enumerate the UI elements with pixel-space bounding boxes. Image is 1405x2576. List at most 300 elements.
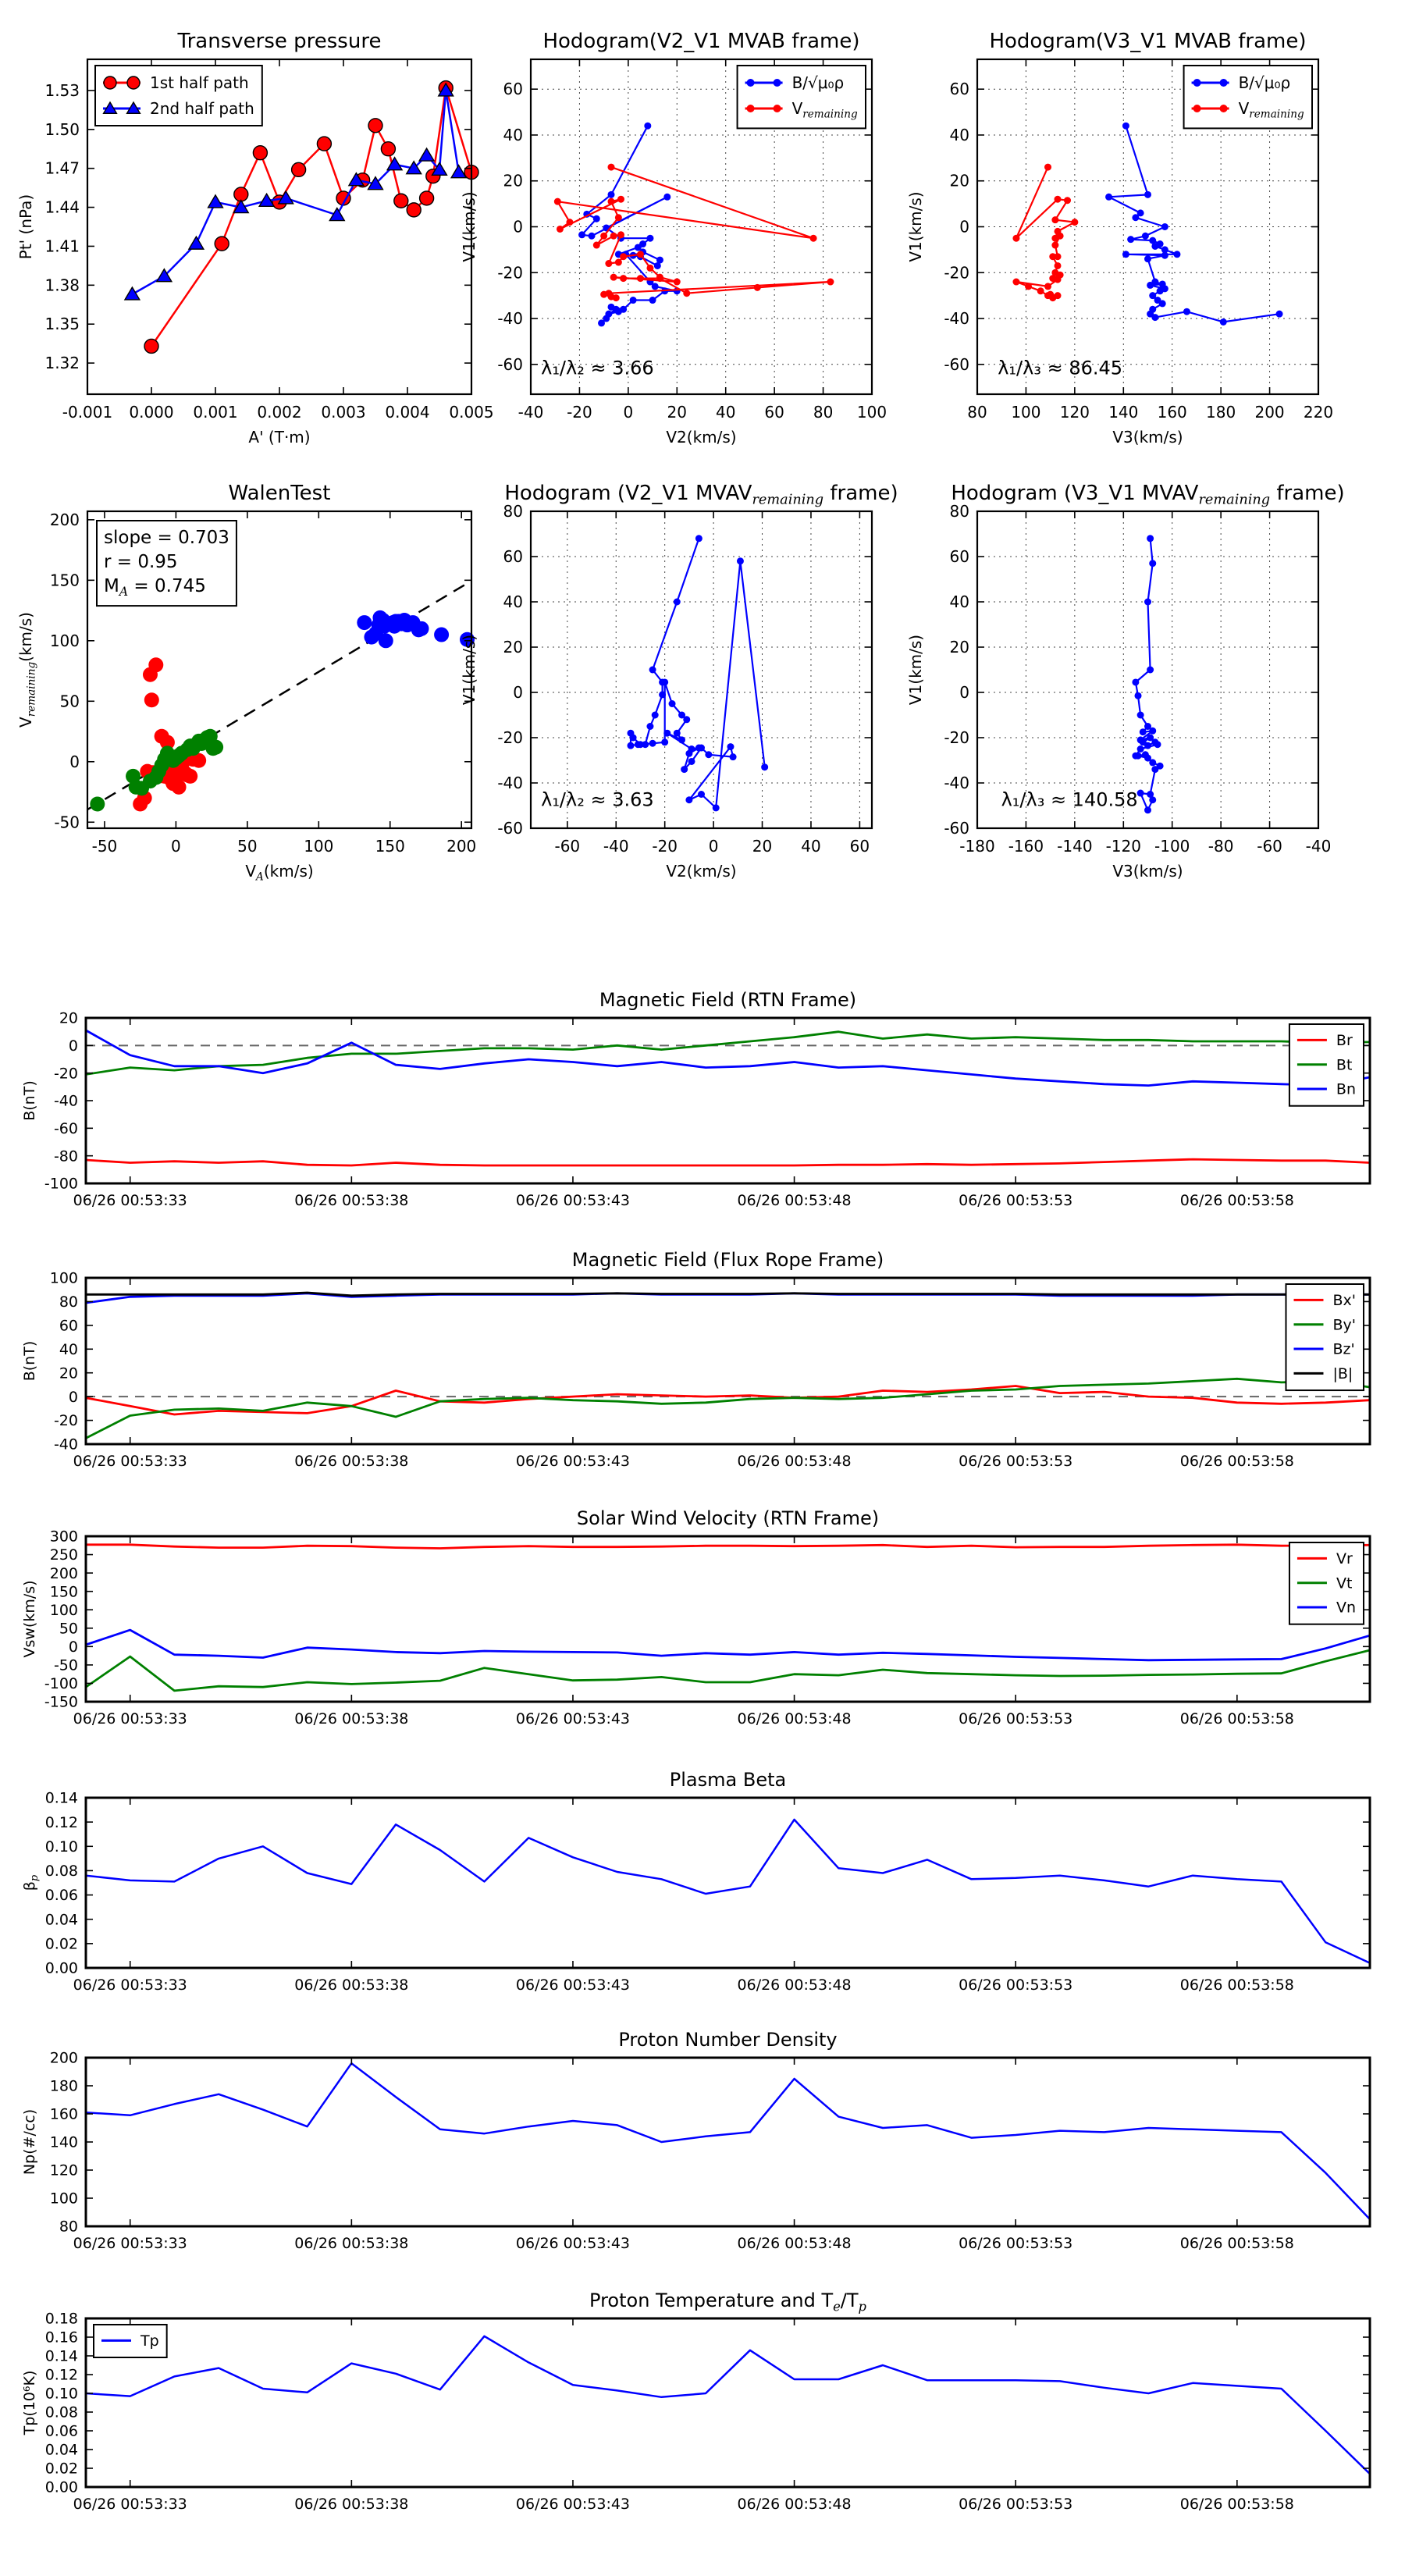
x-tick-label: 20 (752, 837, 773, 856)
legend-label: B/√μ₀ρ (1238, 73, 1291, 92)
data-point-dot (1220, 318, 1227, 326)
x-tick-label: 06/26 00:53:48 (737, 1976, 852, 1994)
y-tick-label: 0.00 (44, 2478, 78, 2496)
x-tick-label: 06/26 00:53:33 (73, 2235, 187, 2252)
data-point-dot (1122, 251, 1129, 258)
data-point-dot (652, 283, 659, 290)
x-axis-label: V2(km/s) (666, 428, 737, 447)
x-tick-label: 100 (856, 403, 887, 422)
y-tick-label: 60 (949, 547, 969, 566)
legend-label: Bn (1336, 1080, 1356, 1098)
data-point-dot (1151, 243, 1158, 250)
panel-title: Transverse pressure (177, 30, 382, 53)
legend-label: Bx' (1332, 1292, 1356, 1309)
data-point-dot (608, 191, 615, 198)
data-point-dot (615, 259, 622, 266)
x-tick-label: 160 (1157, 403, 1187, 422)
x-tick-label: 06/26 00:53:38 (294, 1453, 409, 1470)
data-point-dot (620, 275, 627, 282)
panel-bfield-flux-rope (21, 1249, 1370, 1470)
y-axis-label: Np(#/cc) (21, 2108, 38, 2176)
y-axis-label: V1(km/s) (906, 634, 925, 706)
data-point-dot (649, 667, 656, 674)
x-tick-label: 06/26 00:53:58 (1179, 1453, 1294, 1470)
data-point-circle (253, 146, 267, 160)
data-point-dot (637, 741, 644, 748)
data-point-dot (1140, 728, 1147, 735)
data-point-dot (1012, 235, 1019, 242)
panel-title: Magnetic Field (Flux Rope Frame) (571, 1249, 884, 1271)
x-tick-label: 06/26 00:53:48 (737, 1192, 852, 1209)
plot-background (86, 1536, 1370, 1702)
data-point-dot (1055, 196, 1062, 203)
data-point-dot (183, 769, 197, 784)
legend-label: 1st half path (150, 73, 249, 92)
legend (1184, 66, 1312, 128)
legend-label: Vt (1336, 1574, 1353, 1592)
data-point-dot (608, 164, 615, 171)
data-point-dot (646, 265, 653, 272)
x-axis-label: A' (T·m) (248, 428, 311, 447)
data-point-dot (1047, 291, 1054, 298)
x-tick-label: 40 (801, 837, 821, 856)
data-point-dot (685, 750, 692, 757)
panel-title: Magnetic Field (RTN Frame) (599, 989, 857, 1011)
y-tick-label: 0.08 (44, 2403, 78, 2421)
data-point-dot (617, 196, 624, 203)
y-tick-label: 100 (49, 1269, 78, 1287)
x-tick-label: 06/26 00:53:38 (294, 2496, 409, 2513)
y-tick-label: 0.00 (44, 1959, 78, 1977)
data-point-dot (774, 105, 781, 112)
data-point-dot (1049, 253, 1056, 260)
data-point-dot (674, 279, 681, 286)
legend-label: |B| (1332, 1365, 1353, 1383)
x-tick-label: 60 (764, 403, 784, 422)
panel-plasma-beta (21, 1769, 1370, 1994)
data-point-dot (1044, 283, 1051, 290)
x-tick-label: 150 (375, 837, 405, 856)
panel-title: Hodogram (V3_V1 $MVAV_{remaining}$ frame) (951, 482, 1345, 508)
data-point-dot (1147, 282, 1154, 289)
data-point-dot (1157, 287, 1164, 294)
data-point-dot (669, 700, 676, 707)
x-tick-label: 06/26 00:53:43 (515, 1192, 631, 1209)
data-point-dot (414, 621, 429, 636)
x-tick-label: 06/26 00:53:38 (294, 1976, 409, 1994)
data-point-dot (1147, 667, 1154, 674)
x-tick-label: 06/26 00:53:38 (294, 2235, 409, 2252)
x-tick-label: -60 (554, 837, 581, 856)
panel-proton-temperature (21, 2290, 1370, 2513)
x-tick-label: 06/26 00:53:43 (515, 1976, 631, 1994)
y-tick-label: 20 (59, 1009, 78, 1027)
data-point-dot (1151, 314, 1158, 321)
data-point-dot (1159, 300, 1166, 307)
data-point-dot (1183, 308, 1190, 315)
x-tick-label: 06/26 00:53:48 (737, 2235, 852, 2252)
x-tick-label: 06/26 00:53:33 (73, 1192, 187, 1209)
data-point-dot (1012, 279, 1019, 286)
x-tick-label: -140 (1057, 837, 1093, 856)
data-point-dot (1137, 745, 1144, 753)
x-tick-label: 06/26 00:53:33 (73, 1453, 187, 1470)
x-tick-label: 100 (1011, 403, 1041, 422)
x-tick-label: -80 (1208, 837, 1234, 856)
y-tick-label: 0.04 (44, 2441, 78, 2459)
x-tick-label: 06/26 00:53:48 (737, 1453, 852, 1470)
y-tick-label: -60 (53, 1119, 78, 1137)
data-point-circle (215, 237, 229, 251)
x-tick-label: 06/26 00:53:48 (737, 1710, 852, 1727)
x-tick-label: 06/26 00:53:43 (515, 2235, 631, 2252)
data-point-dot (1127, 236, 1134, 243)
data-point-dot (637, 251, 644, 258)
y-tick-label: 0 (513, 217, 523, 237)
data-point-dot (1149, 759, 1156, 766)
stats-line: slope = 0.703 (104, 528, 229, 548)
x-tick-label: -60 (1257, 837, 1282, 856)
data-point-dot (434, 628, 449, 642)
data-point-dot (661, 678, 668, 685)
data-point-circle (381, 142, 395, 156)
data-point-dot (644, 123, 651, 130)
data-point-dot (172, 780, 187, 795)
data-point-dot (674, 599, 681, 606)
y-tick-label: -20 (53, 1065, 78, 1083)
x-tick-label: 0.004 (385, 403, 430, 422)
data-point-dot (688, 758, 695, 765)
data-point-dot (554, 198, 561, 205)
x-tick-label: 06/26 00:53:58 (1179, 2496, 1294, 2513)
legend (1289, 1024, 1364, 1106)
y-tick-label: 80 (59, 1293, 78, 1311)
data-point-dot (810, 235, 817, 242)
data-point-dot (1064, 197, 1071, 204)
data-point-dot (695, 535, 702, 542)
x-tick-label: 06/26 00:53:53 (959, 1976, 1073, 1994)
data-point-dot (698, 745, 705, 752)
data-point-dot (1144, 255, 1151, 262)
data-point-dot (1071, 219, 1078, 226)
y-tick-label: 1.41 (44, 237, 80, 256)
y-tick-label: 0.04 (44, 1911, 78, 1929)
x-tick-label: 06/26 00:53:33 (73, 2496, 187, 2513)
data-point-dot (1144, 599, 1151, 606)
x-tick-label: 200 (1254, 403, 1285, 422)
data-point-dot (1220, 105, 1228, 112)
data-point-dot (754, 284, 761, 291)
data-point-dot (1149, 560, 1156, 567)
panel-title: Plasma Beta (669, 1769, 787, 1791)
data-point-dot (1055, 276, 1062, 283)
y-tick-label: -100 (44, 1175, 78, 1193)
x-axis-label: V3(km/s) (1112, 428, 1183, 447)
data-point-dot (1135, 692, 1142, 699)
stats-box (97, 521, 237, 606)
data-point-dot (1057, 233, 1064, 240)
y-tick-label: -40 (53, 1436, 78, 1453)
y-tick-label: -20 (944, 263, 969, 283)
y-tick-label: 0 (69, 752, 80, 771)
panel-title: Hodogram(V3_V1 MVAB frame) (989, 30, 1307, 53)
panel-walen-test (16, 482, 476, 883)
data-point-dot (1105, 194, 1112, 201)
data-point-dot (610, 233, 617, 240)
x-tick-label: 06/26 00:53:43 (515, 1453, 631, 1470)
legend-label: Br (1336, 1032, 1353, 1049)
x-tick-label: 0 (708, 837, 719, 856)
x-tick-label: 180 (1206, 403, 1236, 422)
y-tick-label: -60 (944, 819, 969, 838)
y-tick-label: 40 (59, 1340, 78, 1358)
data-point-dot (685, 796, 692, 803)
plot-background (531, 511, 872, 828)
data-point-dot (600, 233, 607, 240)
y-tick-label: -50 (54, 813, 80, 832)
y-tick-label: -80 (53, 1147, 78, 1165)
y-tick-label: 80 (503, 502, 523, 521)
data-point-dot (1137, 790, 1144, 797)
y-tick-label: -40 (944, 774, 969, 792)
data-point-dot (1149, 728, 1156, 735)
data-point-dot (1173, 251, 1180, 258)
data-point-dot (1220, 79, 1228, 87)
x-tick-label: 06/26 00:53:38 (294, 1192, 409, 1209)
data-point-dot (659, 691, 666, 698)
y-tick-label: 80 (59, 2218, 78, 2236)
x-tick-label: 50 (237, 837, 258, 856)
y-tick-label: 1.53 (44, 80, 80, 100)
data-point-dot (1055, 292, 1062, 299)
x-tick-label: 06/26 00:53:58 (1179, 1710, 1294, 1727)
data-point-dot (1025, 283, 1032, 290)
y-tick-label: 0.08 (44, 1863, 78, 1880)
panel-title: Solar Wind Velocity (RTN Frame) (576, 1507, 880, 1529)
panel-hodogram-v2v1-mvab (460, 30, 887, 447)
x-tick-label: 06/26 00:53:33 (73, 1710, 187, 1727)
x-tick-label: -40 (603, 837, 629, 856)
y-tick-label: 0.06 (44, 2422, 78, 2440)
x-tick-label: 0.000 (129, 403, 174, 422)
y-axis-label: Pt' (nPa) (16, 194, 35, 260)
x-tick-label: -160 (1008, 837, 1044, 856)
x-tick-label: -0.001 (62, 403, 113, 422)
panel-bfield-rtn (21, 989, 1370, 1209)
x-tick-label: 06/26 00:53:38 (294, 1710, 409, 1727)
y-tick-label: -40 (944, 309, 969, 329)
y-tick-label: 0 (959, 217, 969, 237)
x-tick-label: 100 (304, 837, 334, 856)
y-tick-label: 140 (49, 2133, 78, 2151)
data-point-dot (683, 716, 690, 723)
data-point-dot (1144, 742, 1151, 749)
x-tick-label: -120 (1105, 837, 1141, 856)
y-tick-label: 100 (49, 631, 80, 650)
lambda-ratio-annotation: λ₁/λ₂ ≈ 3.66 (541, 357, 654, 379)
y-tick-label: 1.47 (44, 158, 80, 178)
y-tick-label: 40 (949, 592, 969, 611)
y-tick-label: 0 (959, 683, 969, 702)
data-point-dot (747, 105, 755, 112)
y-axis-label: V1(km/s) (460, 191, 478, 262)
panel-hodogram-v3v1-mvab (906, 30, 1333, 447)
lambda-ratio-annotation: λ₁/λ₂ ≈ 3.63 (541, 788, 654, 811)
y-tick-label: 0.06 (44, 1887, 78, 1905)
x-tick-label: 06/26 00:53:58 (1179, 1192, 1294, 1209)
data-point-dot (208, 740, 223, 755)
stats-line: r = 0.95 (104, 552, 178, 572)
legend (738, 66, 866, 128)
data-point-dot (610, 274, 617, 281)
x-tick-label: 140 (1108, 403, 1139, 422)
legend-label: Bt (1336, 1056, 1353, 1074)
legend-label: $V_{remaining}$ (791, 99, 858, 121)
y-tick-label: 0.12 (44, 2366, 78, 2384)
y-tick-label: 80 (949, 502, 969, 521)
x-tick-label: 0.002 (257, 403, 302, 422)
y-tick-label: 0.02 (44, 2460, 78, 2478)
x-tick-label: -20 (567, 403, 592, 422)
data-point-dot (727, 743, 734, 750)
x-tick-label: -180 (959, 837, 995, 856)
data-point-dot (357, 615, 372, 630)
y-tick-label: 200 (49, 2049, 78, 2067)
y-tick-label: 20 (503, 638, 523, 656)
y-tick-label: 1.38 (44, 276, 80, 295)
data-point-dot (1142, 233, 1149, 240)
data-point-dot (620, 253, 627, 260)
data-point-dot (608, 198, 615, 205)
data-point-dot (663, 730, 670, 737)
data-point-circle (292, 162, 306, 176)
lambda-ratio-annotation: λ₁/λ₃ ≈ 86.45 (998, 357, 1123, 379)
x-tick-label: 06/26 00:53:53 (959, 2496, 1073, 2513)
legend (95, 66, 262, 126)
y-tick-label: 0 (513, 683, 523, 702)
data-point-dot (1154, 741, 1161, 748)
data-point-circle (127, 76, 140, 89)
y-tick-label: 40 (503, 592, 523, 611)
x-tick-label: 0 (623, 403, 634, 422)
y-tick-label: -20 (497, 728, 523, 747)
y-tick-label: 0 (68, 1388, 78, 1406)
data-point-dot (654, 262, 661, 269)
plot-background (86, 1278, 1370, 1444)
y-axis-label: $V_{remaining}(km/s)$ (16, 612, 38, 728)
y-tick-label: 300 (49, 1528, 78, 1546)
data-point-dot (747, 79, 755, 87)
x-axis-label: $V_A(km/s)$ (245, 862, 314, 884)
data-point-dot (637, 275, 644, 282)
y-tick-label: 60 (503, 547, 523, 566)
data-point-circle (317, 137, 331, 151)
y-tick-label: -20 (944, 728, 969, 747)
y-tick-label: 0.10 (44, 1838, 78, 1856)
data-point-dot (617, 231, 624, 238)
x-tick-label: 06/26 00:53:53 (959, 1453, 1073, 1470)
data-point-dot (589, 233, 596, 240)
plot-background (86, 2058, 1370, 2226)
x-tick-label: 06/26 00:53:53 (959, 2235, 1073, 2252)
data-point-circle (407, 203, 421, 217)
y-axis-label: B(nT) (21, 1080, 38, 1121)
data-point-dot (90, 797, 105, 812)
data-point-dot (1149, 796, 1156, 803)
data-point-dot (698, 791, 705, 798)
y-tick-label: -20 (497, 263, 523, 283)
y-axis-label: Tp(10⁶K) (21, 2370, 38, 2435)
panel-title: Hodogram (V2_V1 $MVAV_{remaining}$ frame) (504, 482, 898, 508)
data-point-dot (681, 766, 688, 773)
x-tick-label: 0 (171, 837, 181, 856)
y-axis-label: V1(km/s) (460, 634, 478, 706)
data-point-dot (1055, 262, 1062, 269)
x-tick-label: 06/26 00:53:53 (959, 1710, 1073, 1727)
panel-hodogram-v3v1-mvav (906, 482, 1345, 881)
data-point-dot (578, 231, 585, 238)
data-point-circle (144, 339, 158, 353)
data-point-dot (627, 742, 634, 749)
y-tick-label: 0.14 (44, 2347, 78, 2365)
data-point-dot (1161, 223, 1168, 230)
y-tick-label: 50 (59, 692, 80, 711)
x-tick-label: -40 (518, 403, 544, 422)
x-tick-label: 60 (849, 837, 870, 856)
y-tick-label: 1.50 (44, 119, 80, 139)
data-point-dot (1044, 164, 1051, 171)
y-tick-label: -100 (44, 1675, 78, 1693)
data-point-dot (730, 753, 737, 760)
y-tick-label: 150 (49, 571, 80, 590)
y-tick-label: 20 (59, 1364, 78, 1382)
y-tick-label: 0.14 (44, 1789, 78, 1807)
y-tick-label: -50 (53, 1656, 78, 1674)
data-point-dot (652, 712, 659, 719)
data-point-dot (646, 723, 653, 730)
y-tick-label: 20 (949, 171, 969, 190)
y-tick-label: -40 (497, 774, 523, 792)
data-point-dot (661, 738, 668, 745)
data-point-dot (678, 736, 685, 743)
y-tick-label: 40 (949, 125, 969, 144)
data-point-dot (646, 235, 653, 242)
y-axis-label: B(nT) (21, 1340, 38, 1382)
data-point-dot (566, 219, 573, 226)
y-tick-label: 60 (949, 80, 969, 99)
legend-label: Vr (1336, 1550, 1353, 1567)
x-tick-label: -20 (652, 837, 678, 856)
x-tick-label: -100 (1154, 837, 1190, 856)
y-tick-label: 20 (503, 171, 523, 190)
y-tick-label: 0 (68, 1037, 78, 1055)
data-point-dot (615, 214, 622, 221)
data-point-dot (593, 242, 600, 249)
y-tick-label: 120 (49, 2161, 78, 2179)
plot-background (86, 1798, 1370, 1968)
y-tick-label: 0.18 (44, 2310, 78, 2328)
data-point-dot (713, 804, 720, 811)
data-point-dot (1151, 766, 1158, 773)
data-point-dot (1144, 191, 1151, 198)
panel-vsw-rtn (21, 1507, 1370, 1727)
data-point-dot (674, 730, 681, 737)
y-tick-label: 160 (49, 2105, 78, 2123)
legend-label: Bz' (1332, 1340, 1355, 1358)
data-point-dot (774, 79, 781, 87)
panel-proton-density (21, 2029, 1370, 2252)
data-point-dot (1276, 311, 1283, 318)
